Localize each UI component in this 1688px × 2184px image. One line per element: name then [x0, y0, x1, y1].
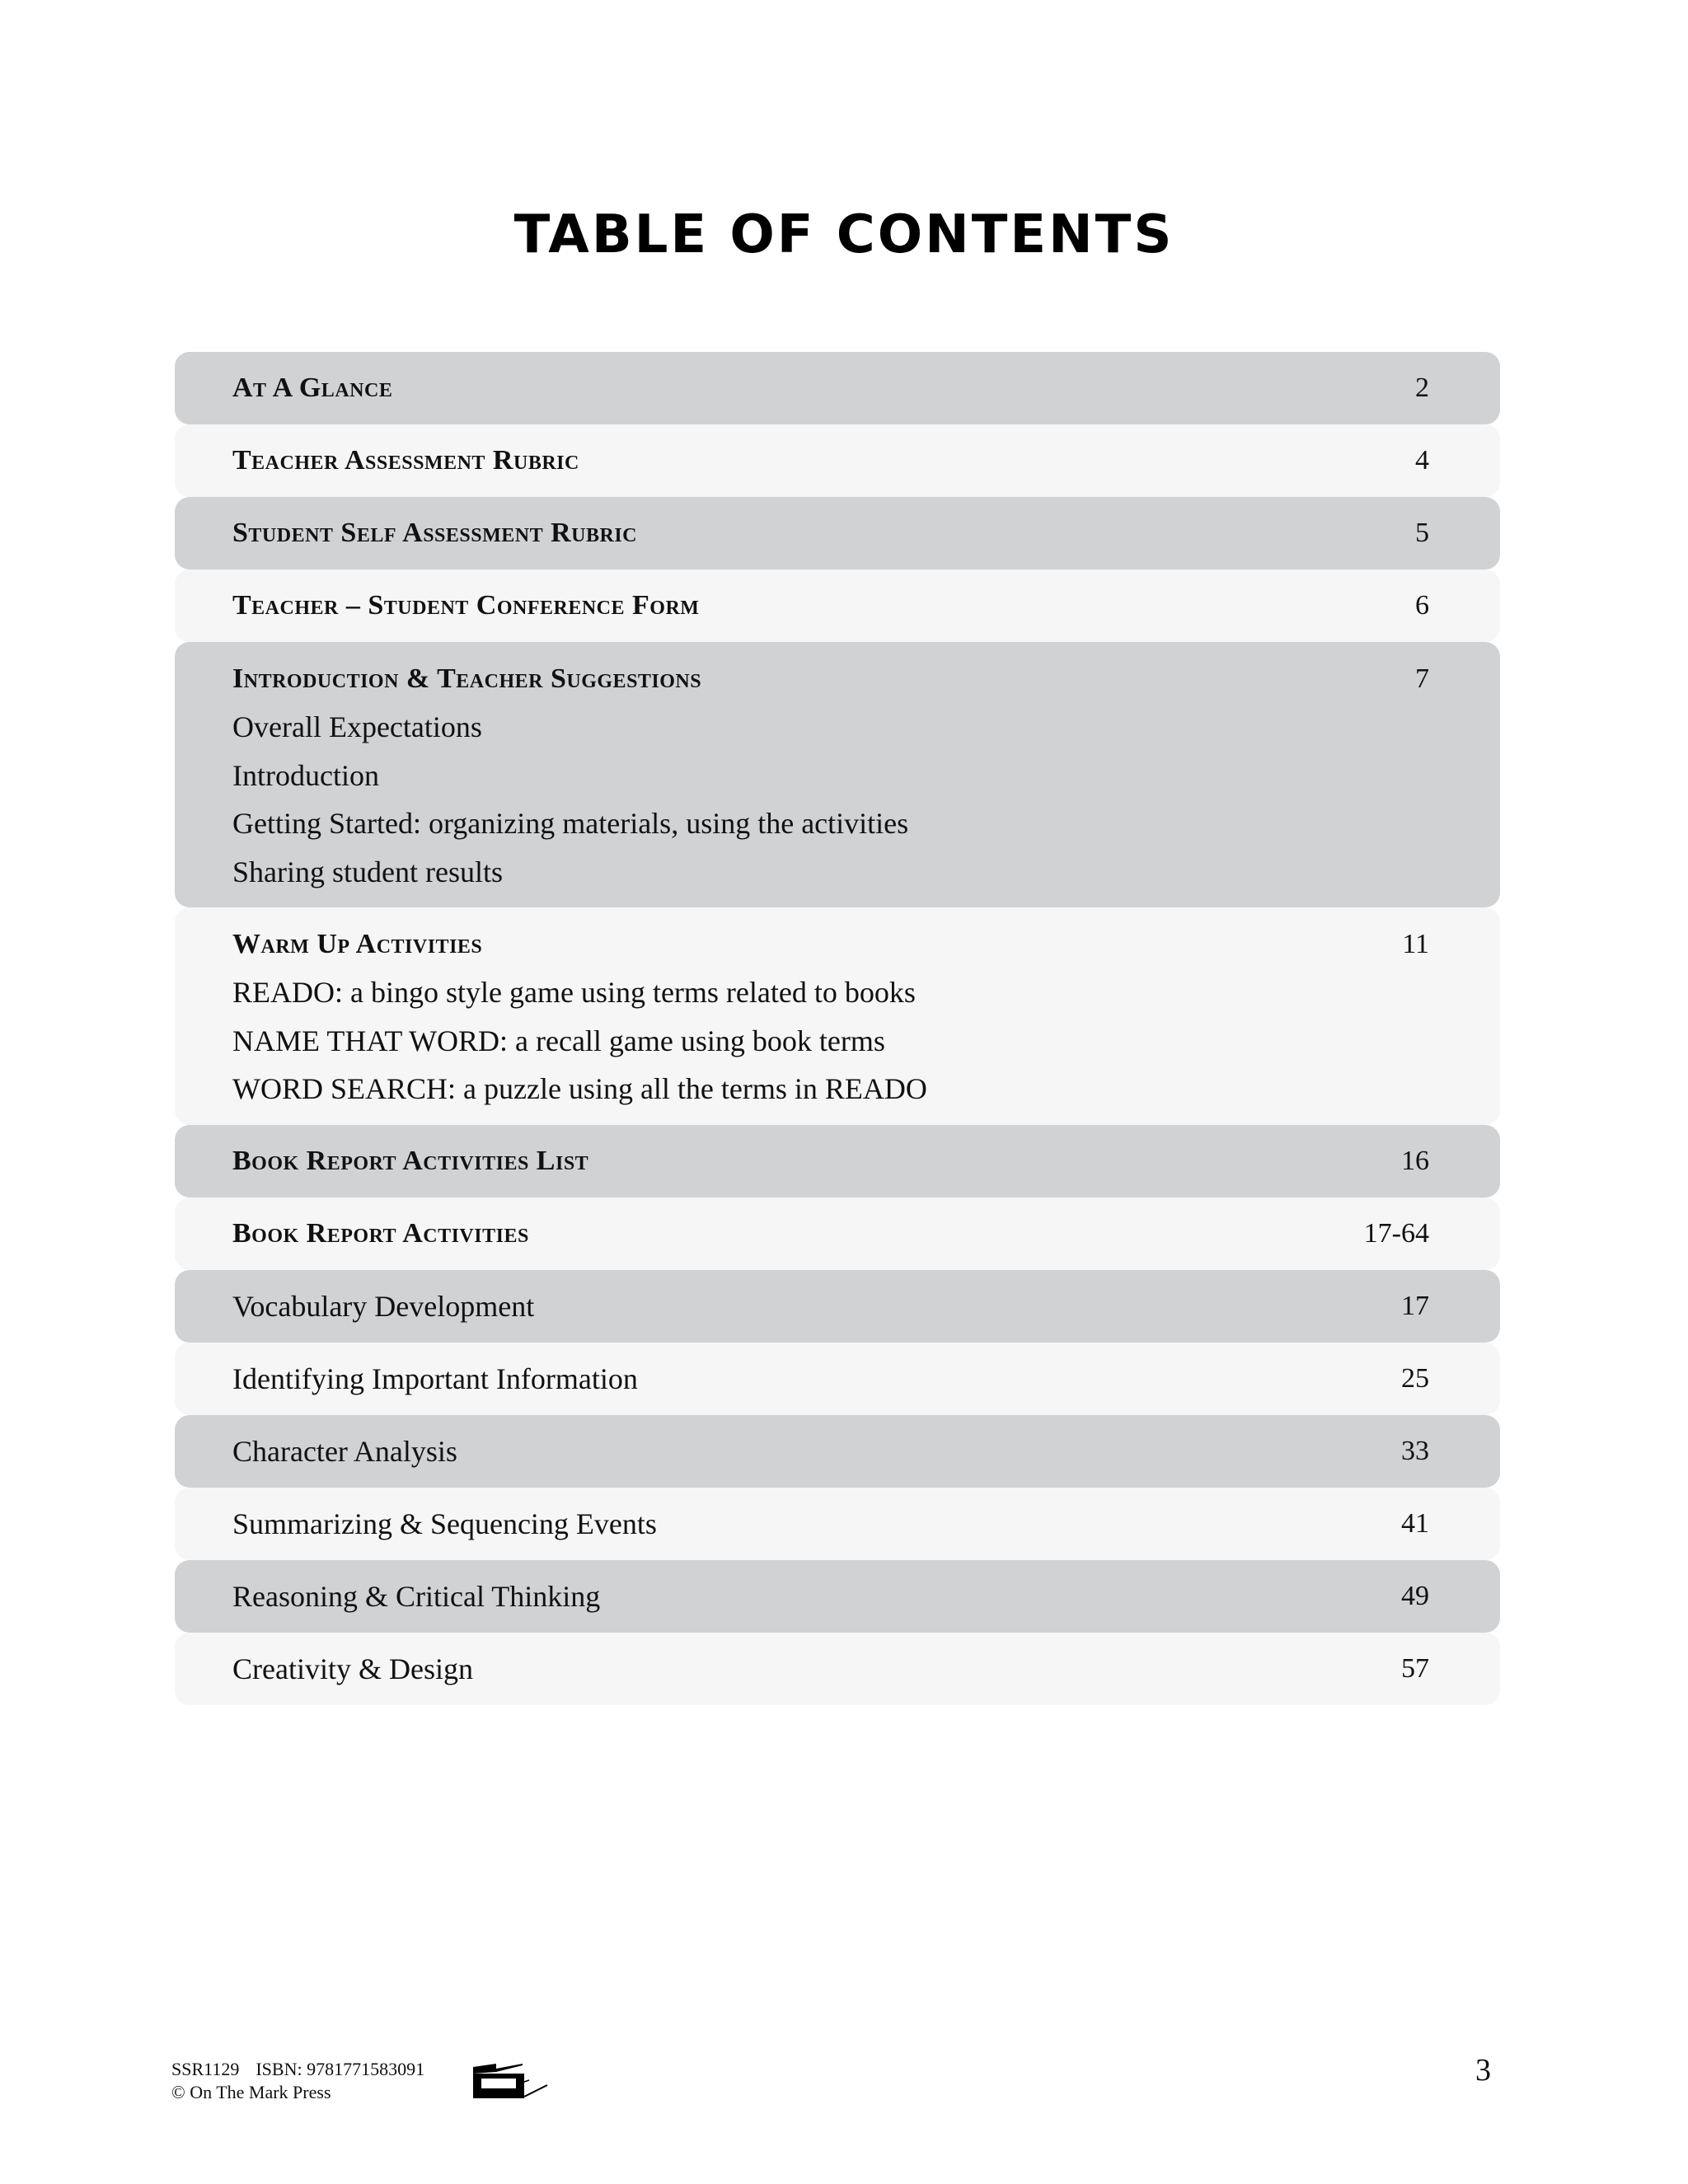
entry-page: 7 [1415, 663, 1429, 694]
page-number: 3 [1475, 2053, 1491, 2088]
entry-label: Vocabulary Development [232, 1289, 535, 1323]
toc-entry-summarizing-sequencing[interactable] [175, 1488, 1500, 1560]
entry-subitem: Getting Started: organizing materials, using the activities [232, 807, 909, 840]
footer-publication-info [171, 2058, 424, 2104]
table-of-contents [175, 352, 1500, 1705]
entry-label: Book Report Activities List [232, 1145, 589, 1176]
entry-subitem: Sharing student results [232, 855, 503, 888]
entry-label: Character Analysis [232, 1434, 457, 1468]
toc-entry-student-self-assessment-rubric[interactable] [175, 497, 1500, 569]
entry-label: Teacher – Student Conference Form [232, 590, 700, 621]
toc-entry-conference-form[interactable] [175, 569, 1500, 642]
toc-entry-book-report-activities[interactable] [175, 1197, 1500, 1270]
toc-entry-vocabulary-development[interactable] [175, 1270, 1500, 1343]
toc-entry-creativity-design[interactable] [175, 1633, 1500, 1705]
entry-page: 11 [1402, 929, 1429, 959]
entry-subitem: NAME THAT WORD: a recall game using book terms [232, 1024, 885, 1057]
toc-entry-introduction[interactable] [175, 642, 1500, 907]
entry-label: Creativity & Design [232, 1652, 473, 1685]
entry-label: Book Report Activities [232, 1217, 529, 1249]
entry-page: 4 [1415, 445, 1429, 476]
entry-page: 2 [1415, 373, 1429, 403]
entry-label: Introduction & Teacher Suggestions [232, 663, 702, 694]
entry-page: 57 [1401, 1652, 1429, 1684]
entry-subitem: Introduction [232, 758, 379, 792]
toc-entry-character-analysis[interactable] [175, 1415, 1500, 1488]
toc-entry-reasoning-critical-thinking[interactable] [175, 1560, 1500, 1633]
entry-label: At A Glance [232, 373, 393, 403]
entry-page: 16 [1401, 1145, 1429, 1176]
product-code: SSR1129 [171, 2059, 240, 2079]
entry-label: Warm Up Activities [232, 929, 483, 959]
toc-entry-teacher-assessment-rubric[interactable] [175, 424, 1500, 497]
entry-page: 41 [1401, 1507, 1429, 1539]
page-title: TABLE OF CONTENTS [513, 204, 1175, 265]
entry-label: Identifying Important Information [232, 1361, 638, 1395]
entry-page: 49 [1401, 1580, 1429, 1611]
entry-label: Reasoning & Critical Thinking [232, 1579, 601, 1613]
entry-page: 17 [1401, 1290, 1429, 1321]
entry-label: Teacher Assessment Rubric [232, 445, 579, 476]
entry-page: 17-64 [1363, 1217, 1429, 1249]
copyright: © On The Mark Press [171, 2082, 331, 2102]
entry-page: 5 [1415, 518, 1429, 548]
entry-label: Student Self Assessment Rubric [232, 518, 637, 548]
entry-subitem: Overall Expectations [232, 710, 482, 743]
toc-entry-at-a-glance[interactable] [175, 352, 1500, 424]
entry-label: Summarizing & Sequencing Events [232, 1507, 657, 1540]
toc-entry-warm-up-activities[interactable] [175, 907, 1500, 1125]
entry-page: 25 [1401, 1362, 1429, 1394]
toc-entry-identifying-important-information[interactable] [175, 1343, 1500, 1415]
photocopier-icon [471, 2060, 551, 2104]
entry-page: 33 [1401, 1435, 1429, 1466]
entry-page: 6 [1415, 590, 1429, 621]
toc-entry-book-report-activities-list[interactable] [175, 1125, 1500, 1197]
entry-subitem: WORD SEARCH: a puzzle using all the terms in READO [232, 1072, 927, 1105]
isbn: ISBN: 9781771583091 [256, 2059, 425, 2079]
entry-subitem: READO: a bingo style game using terms related to books [232, 976, 916, 1009]
